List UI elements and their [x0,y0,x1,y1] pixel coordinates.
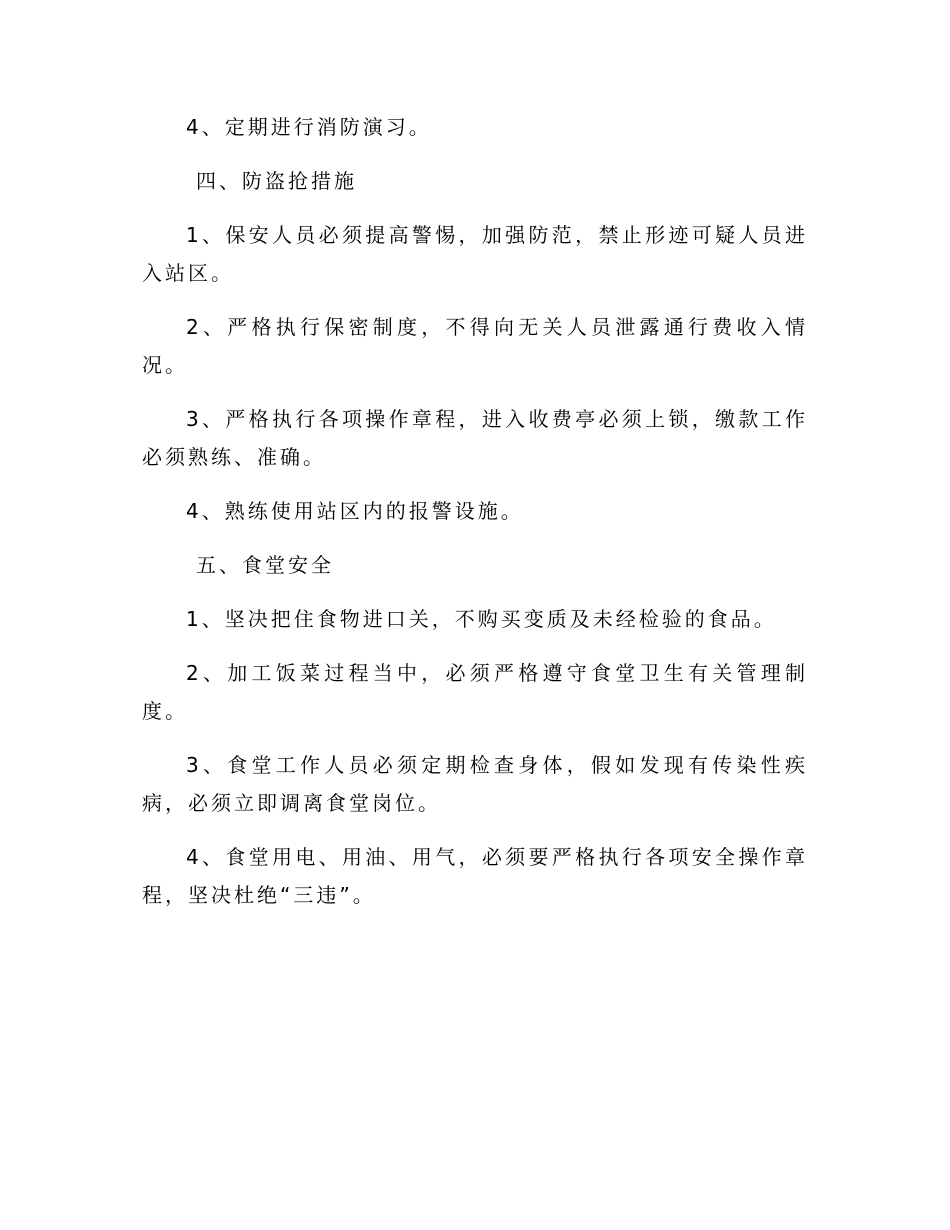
section-heading-canteen-safety: 五、食堂安全 [196,553,334,577]
paragraph-food-inspection: 1、坚决把住食物进口关，不购买变质及未经检验的食品。 [186,607,777,631]
paragraph-health-checks: 3、食堂工作人员必须定期检查身体，假如发现有传染性疾病，必须立即调离食堂岗位。 [142,753,808,815]
paragraph-fire-drill: 4、定期进行消防演习。 [186,115,432,139]
section-heading-anti-theft: 四、防盗抢措施 [196,169,357,193]
document-body [142,108,808,930]
paragraph-guard-vigilance: 1、保安人员必须提高警惕，加强防范，禁止形迹可疑人员进入站区。 [142,223,808,285]
paragraph-utility-safety: 4、食堂用电、用油、用气，必须要严格执行各项安全操作章程，坚决杜绝“三违”。 [142,845,808,907]
paragraph-operating-rules: 3、严格执行各项操作章程，进入收费亭必须上锁，缴款工作必须熟练、准确。 [142,407,808,469]
paragraph-hygiene-rules: 2、加工饭菜过程当中，必须严格遵守食堂卫生有关管理制度。 [142,661,808,723]
paragraph-alarm-facilities: 4、熟练使用站区内的报警设施。 [186,499,524,523]
paragraph-confidentiality: 2、严格执行保密制度，不得向无关人员泄露通行费收入情况。 [142,315,808,377]
